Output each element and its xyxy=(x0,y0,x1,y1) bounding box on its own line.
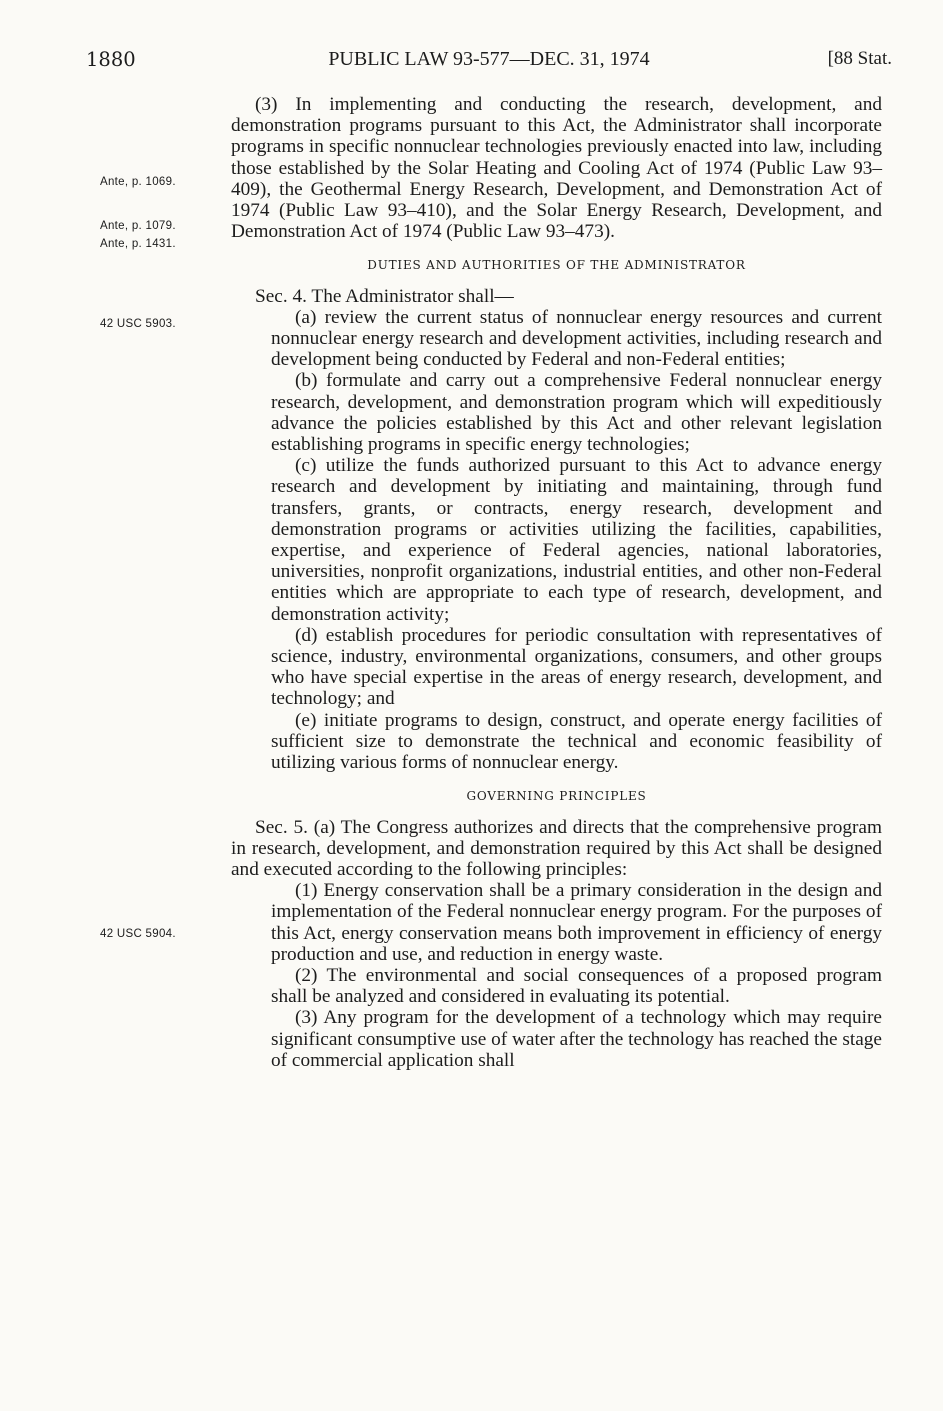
section-heading-duties: DUTIES AND AUTHORITIES OF THE ADMINISTRATOR xyxy=(367,258,746,273)
section-4-intro: Sec. 4. The Administrator shall— xyxy=(255,285,514,307)
section-5-item-3: (3) Any program for the development of a technology which may require significant consumptive use of water after the technology has reached the stage of commercial application shall xyxy=(271,1007,882,1071)
section-5-item-2: (2) The environmental and social consequences of a proposed program shall be analyzed and considered in evaluating its potential. xyxy=(271,964,882,1008)
margin-note-usc-5904: 42 USC 5904. xyxy=(100,928,176,940)
paragraph-3: (3) In implementing and conducting the research, development, and demonstration programs pursuant to this Act, the Administrator shall incorporate programs in specific nonnuclear technologies previously enacted into law, including those established by the Solar Heating and Cooling Act of 1974 (Public Law 93–409), the Geothermal Energy Research, Development, and Demonstration Act of 1974 (Public Law 93–410), and the Solar Energy Research, Development, and Demonstration Act of 1974 (Public Law 93–473). xyxy=(231,94,882,243)
margin-note-usc-5903: 42 USC 5903. xyxy=(100,318,176,330)
section-5-item-1: (1) Energy conservation shall be a primary consideration in the design and implementation of the Federal nonnuclear energy program. For the purposes of this Act, energy conservation means both improvement in efficiency of energy production and use, and reduction in energy waste. xyxy=(271,880,882,965)
running-title: PUBLIC LAW 93-577—DEC. 31, 1974 xyxy=(328,48,650,70)
body-text xyxy=(231,94,882,1071)
page-number: 1880 xyxy=(86,48,136,71)
section-4-item-a: (a) review the current status of nonnuclear energy resources and current nonnuclear energy research and development activities, including research and development being conducted by Federal and non-Federal entities; xyxy=(271,306,882,371)
section-4-item-b: (b) formulate and carry out a comprehensive Federal nonnuclear energy research, development, and demonstration program which will expeditiously advance the policies established by this Act and other relevant legislation establishing programs in specific energy technologies; xyxy=(271,370,882,456)
margin-note-ante-1079: Ante, p. 1079. xyxy=(100,220,176,232)
statute-reference: [88 Stat. xyxy=(827,48,892,69)
section-4-item-c: (c) utilize the funds authorized pursuant to this Act to advance energy research and development by initiating and maintaining, through fund transfers, grants, or contracts, energy research, development and demonstration programs or activities utilizing the facilities, capabilities, expertise, and experience of Federal agencies, national laboratories, universities, nonprofit organizations, industrial entities, and other non-Federal entities which are appropriate to each type of research, development, and demonstration activity; xyxy=(271,455,882,625)
section-4-item-d: (d) establish procedures for periodic consultation with representatives of science, industry, environmental organizations, consumers, and other groups who have special expertise in the areas of energy research, development, and technology; and xyxy=(271,624,882,710)
section-4-item-e: (e) initiate programs to design, construct, and operate energy facilities of sufficient size to demonstrate the technical and economic feasibility of utilizing various forms of nonnuclear energy. xyxy=(271,709,882,774)
margin-note-ante-1431: Ante, p. 1431. xyxy=(100,238,176,250)
page-header xyxy=(86,44,892,74)
section-5-intro: Sec. 5. (a) The Congress authorizes and directs that the comprehensive program in research, development, and demonstration required by this Act shall be designed and executed according to the following principles: xyxy=(231,816,882,880)
section-heading-principles: GOVERNING PRINCIPLES xyxy=(466,789,647,804)
margin-note-ante-1069: Ante, p. 1069. xyxy=(100,176,176,188)
